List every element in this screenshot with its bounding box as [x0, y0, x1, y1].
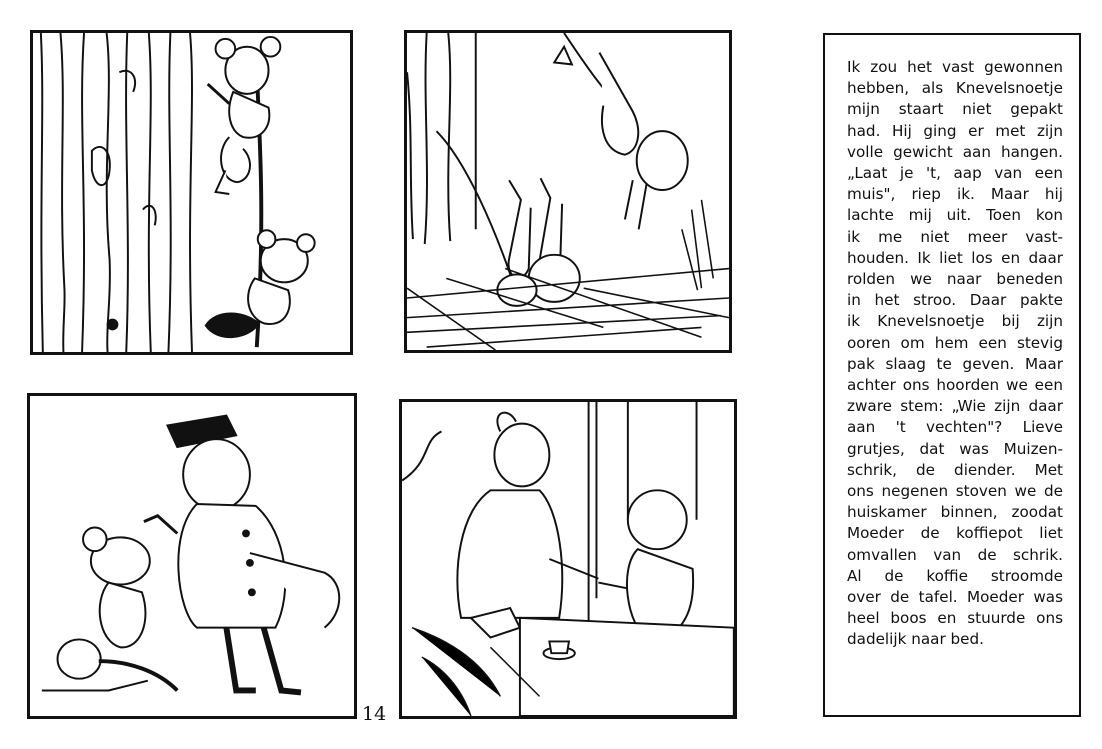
- story-line: over de tafel. Moeder was: [847, 588, 1063, 607]
- story-line: ik Knevelsnoetje bij zijn: [847, 312, 1063, 331]
- story-text-box: [823, 33, 1081, 717]
- story-line: ooren om hem een stevig: [847, 333, 1063, 352]
- policeman-scolding-illustration: [30, 396, 354, 716]
- story-line: muis", riep ik. Maar hij: [847, 185, 1063, 204]
- story-line: hebben, als Knevelsnoetje: [847, 79, 1063, 98]
- story-line: lachte mij uit. Toen kon: [847, 206, 1063, 225]
- story-line: schrik, de diender. Met: [847, 460, 1063, 479]
- story-line: houden. Ik liet los en daar: [847, 248, 1063, 267]
- story-line: Ik zou het vast gewonnen: [847, 58, 1063, 76]
- comic-panel-coffee: [399, 399, 737, 719]
- story-line: heel boos en stuurde ons: [847, 609, 1063, 628]
- story-line: aan 't vechten"? Lieve: [847, 418, 1063, 437]
- story-line: pak slaag te geven. Maar: [847, 354, 1063, 373]
- story-line: „Laat je 't, aap van een: [847, 164, 1063, 183]
- falling-mice-illustration: [407, 33, 729, 350]
- story-line: mijn staart niet gepakt: [847, 100, 1063, 119]
- story-line: omvallen van de schrik.: [847, 545, 1063, 564]
- story-line: Al de koffie stroomde: [847, 566, 1063, 585]
- mother-coffee-illustration: [402, 402, 734, 716]
- story-line: dadelijk naar bed.: [847, 630, 984, 649]
- comic-panel-falling: [404, 30, 732, 353]
- story-line: rolden we naar beneden: [847, 270, 1063, 289]
- story-line: achter ons hoorden we een: [847, 376, 1063, 395]
- story-line: grutjes, dat was Muizen-: [847, 439, 1063, 458]
- story-line: ons negenen stoven we de: [847, 482, 1063, 501]
- comic-panel-policeman: [27, 393, 357, 719]
- story-line: Moeder de koffiepot liet: [847, 524, 1063, 543]
- page-number: 14: [362, 703, 387, 725]
- comic-panel-climbing: [30, 30, 353, 355]
- story-line: volle gewicht aan hangen.: [847, 142, 1063, 161]
- story-line: in het stroo. Daar pakte: [847, 291, 1063, 310]
- story-line: zware stem: „Wie zijn daar: [847, 397, 1063, 416]
- story-line: ik me niet meer vast-: [847, 227, 1063, 246]
- climbing-mice-illustration: [33, 33, 350, 352]
- story-line: huiskamer binnen, zoodat: [847, 503, 1063, 522]
- story-line: had. Hij ging er met zijn: [847, 121, 1063, 140]
